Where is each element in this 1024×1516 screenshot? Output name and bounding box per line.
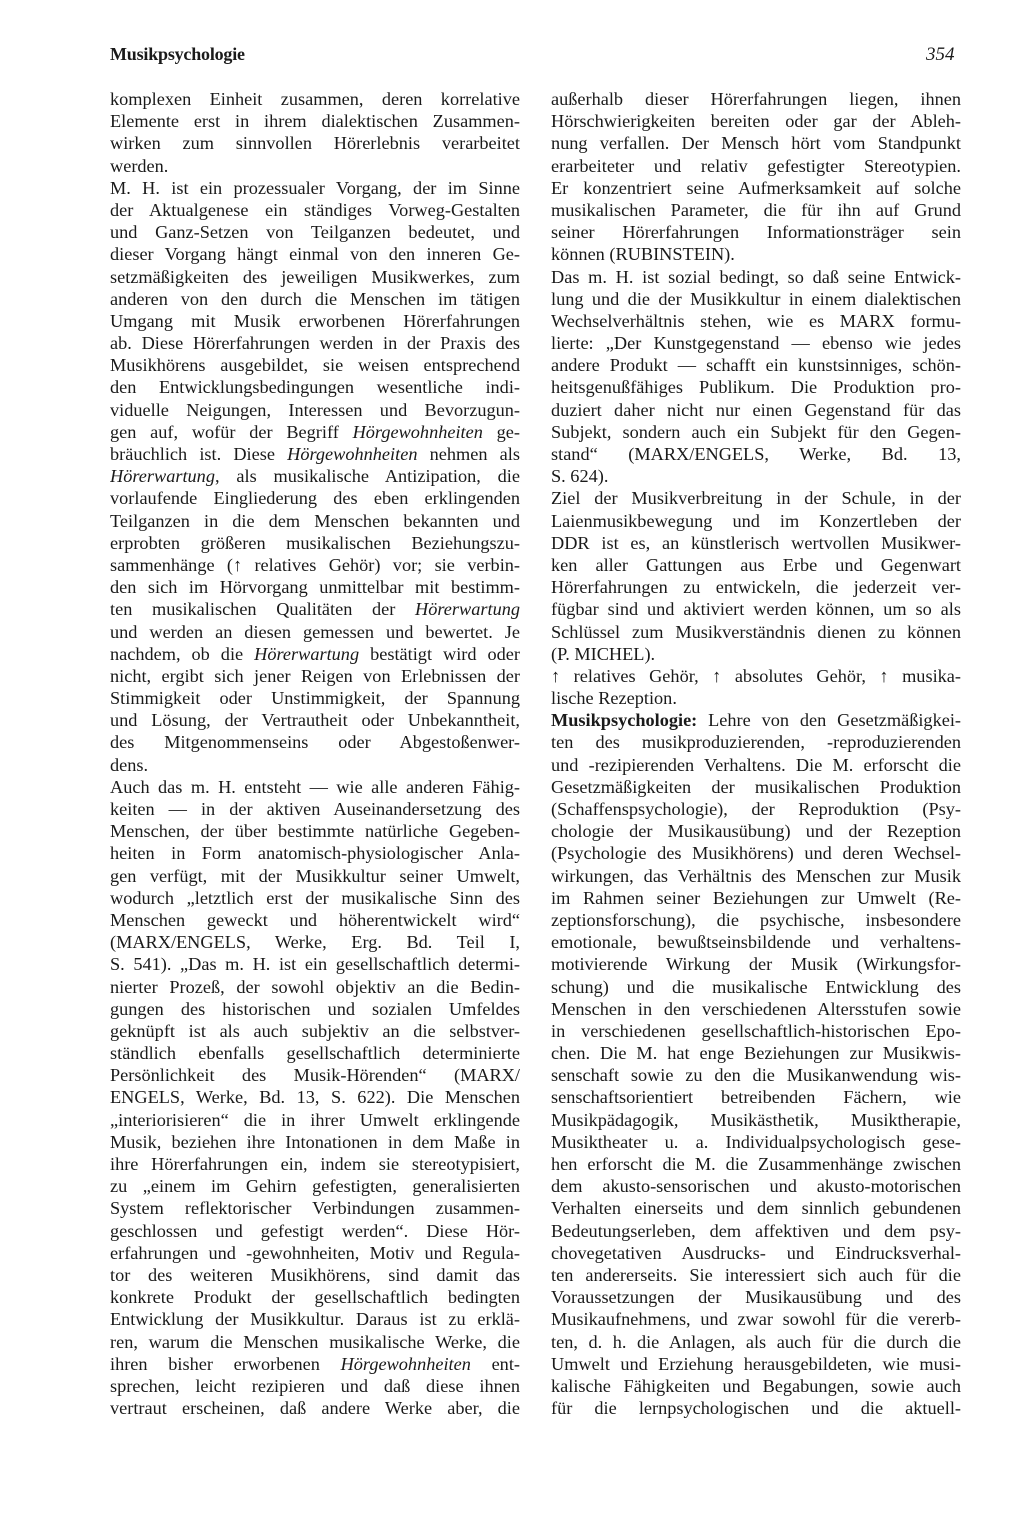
text-line: „interiorisieren“ die in ihrer Umwelt erklingende bbox=[110, 1109, 520, 1130]
text-line: heitsgenußfähiges Publikum. Die Produktion pro- bbox=[551, 377, 961, 398]
running-head-title: Musikpsychologie bbox=[110, 44, 245, 64]
text-line: seiner Hörerfahrungen Informationsträger sein bbox=[551, 222, 961, 243]
text-line: sprechen, leicht rezipieren und daß diese ihnen bbox=[110, 1375, 520, 1396]
text-line: chovegetativen Ausdrucks- und Eindrucksverhal- bbox=[551, 1242, 961, 1263]
text-line: Schlüssel zum Musikverständnis dienen zu können bbox=[551, 621, 961, 642]
text-line: und Lösung, der Vertrautheit oder Unbekanntheit, bbox=[110, 710, 520, 731]
text-line: duziert daher nicht nur einen Gegenstand für das bbox=[551, 399, 961, 420]
text-line: Subjekt, sondern auch ein Subjekt für den Gegen- bbox=[551, 421, 961, 442]
text-line: System reflektorischer Verbindungen zusammen- bbox=[110, 1198, 520, 1219]
text-line: Musik, beziehen ihre Intonationen in dem Maße in bbox=[110, 1131, 520, 1152]
text-line: zu „einem im Gehirn gefestigten, generalisierten bbox=[110, 1176, 520, 1197]
text-line: senschaft sowie zu den die Musikanwendung wis- bbox=[551, 1065, 961, 1086]
text-line: lierte: „Der Kunstgegenstand — ebenso wie jedes bbox=[551, 333, 961, 354]
text-line: lung und die der Musikkultur in einem dialektischen bbox=[551, 288, 961, 309]
text-line: schung) und die musikalische Entwicklung des bbox=[551, 976, 961, 997]
left-column bbox=[110, 88, 520, 1419]
text-line: heiten in Form anatomisch-physiologischer Anla- bbox=[110, 843, 520, 864]
text-line: Umgang mit Musik erworbenen Hörerfahrungen bbox=[110, 310, 520, 331]
text-line: Musikpsychologie: Lehre von den Gesetzmäßigkei- bbox=[551, 710, 961, 731]
text-line: Persönlichkeit des Musik-Hörenden“ (MARX/ bbox=[110, 1065, 520, 1086]
text-line: nierter Prozeß, der sowohl objektiv an die Bedin- bbox=[110, 976, 520, 997]
text-line: ten andererseits. Sie interessiert sich auch für die bbox=[551, 1264, 961, 1285]
text-line: Gesetzmäßigkeiten der musikalischen Produktion bbox=[551, 776, 961, 797]
text-line: ab. Diese Hörerfahrungen werden in der Praxis des bbox=[110, 333, 520, 354]
text-line: S. 541). „Das m. H. ist ein gesellschaftlich determi- bbox=[110, 954, 520, 975]
text-line: chologie der Musikausübung) und der Rezeption bbox=[551, 821, 961, 842]
text-line: geknüpft ist als auch subjektiv an die selbstver- bbox=[110, 1020, 520, 1041]
text-line: senschaftsorientiert betreibenden Fächern, wie bbox=[551, 1087, 961, 1108]
text-line: Menschen, der über bestimmte natürliche Gegeben- bbox=[110, 821, 520, 842]
text-line: Wechselverhältnis stehen, wie es MARX formu- bbox=[551, 310, 961, 331]
text-line: gen verfügt, mit der Musikkultur seiner Umwelt, bbox=[110, 865, 520, 886]
text-line: ten musikalischen Qualitäten der Hörerwartung bbox=[110, 599, 520, 620]
text-line: den Entwicklungsbedingungen wesentliche indi- bbox=[110, 377, 520, 398]
text-line: dens. bbox=[110, 754, 149, 775]
text-line: M. H. ist ein prozessualer Vorgang, der im Sinne bbox=[110, 177, 520, 198]
text-line: ihre Hörerfahrungen ein, indem sie stereotypisiert, bbox=[110, 1154, 520, 1174]
text-line: Auch das m. H. entsteht — wie alle anderen Fähig- bbox=[110, 776, 520, 797]
text-line: nicht, ergibt sich jener Reigen von Erlebnissen der bbox=[110, 665, 520, 686]
text-line: Umwelt und Erziehung herausgebildeten, wie musi- bbox=[551, 1353, 961, 1374]
text-line: Hörschwierigkeiten bereiten oder gar der Ableh- bbox=[551, 111, 961, 132]
text-line: gen auf, wofür der Begriff Hörgewohnheiten ge- bbox=[110, 421, 520, 442]
text-line: Menschen in den verschiedenen Altersstufen sowie bbox=[551, 998, 961, 1019]
text-line: Bedeutungserleben, dem affektiven und dem psy- bbox=[551, 1220, 961, 1241]
text-line: Laienmusikbewegung und im Konzertleben der bbox=[551, 510, 961, 531]
text-line: ENGELS, Werke, Bd. 13, S. 622). Die Menschen bbox=[110, 1087, 520, 1108]
text-line: DDR ist es, an künstlerisch wertvollen Musikwer- bbox=[551, 532, 961, 553]
text-line: ken aller Gattungen aus Erbe und Gegenwart bbox=[551, 554, 961, 575]
text-line: geschlossen und gefestigt werden“. Diese Hör- bbox=[110, 1220, 520, 1241]
text-line: keiten — in der aktiven Auseinandersetzung des bbox=[110, 799, 520, 819]
text-line: viduelle Neigungen, Interessen und Bevorzugun- bbox=[110, 399, 520, 420]
text-line: und -rezipierenden Verhaltens. Die M. erforscht die bbox=[551, 754, 961, 775]
text-line: wirken zum sinnvollen Hörerlebnis verarbeitet bbox=[110, 133, 520, 154]
text-line: ↑ relatives Gehör, ↑ absolutes Gehör, ↑ musika- bbox=[551, 665, 961, 686]
text-line: nachdem, ob die Hörerwartung bestätigt wird oder bbox=[110, 643, 520, 664]
text-line: tor des weiteren Musikhörens, sind damit das bbox=[110, 1264, 520, 1285]
text-line: emotionale, bewußtseinsbildende und verhaltens- bbox=[551, 932, 961, 953]
text-line: und werden an diesen gemessen und bewertet. Je bbox=[110, 621, 520, 642]
text-line: (Psychologie des Musikhörens) und deren Wechsel- bbox=[551, 843, 961, 864]
text-line: fügbar sind und aktiviert werden können, um so als bbox=[551, 599, 961, 620]
text-line: Hörerfahrungen zu entwickeln, die jederzeit ver- bbox=[551, 577, 961, 598]
text-line: der Aktualgenese ein ständiges Vorweg-Gestalten bbox=[110, 199, 520, 220]
text-line: (Schaffenspsychologie), der Reproduktion (Psy- bbox=[551, 799, 961, 819]
text-line: hen erforscht die M. die Zusammenhänge zwischen bbox=[551, 1154, 961, 1174]
text-line: zeptionsforschung), die psychische, insbesondere bbox=[551, 909, 961, 930]
text-line: (P. MICHEL). bbox=[551, 643, 656, 664]
text-line: nung verfallen. Der Mensch hört vom Standpunkt bbox=[551, 133, 961, 154]
text-line: Voraussetzungen der Musikausübung und des bbox=[551, 1287, 961, 1308]
text-line: sammenhänge (↑ relatives Gehör) vor; sie verbin- bbox=[110, 554, 520, 575]
right-column bbox=[551, 88, 961, 1419]
text-line: ren, warum die Menschen musikalische Werke, die bbox=[110, 1331, 520, 1352]
text-line: erarbeiteter und relativ gefestigter Stereotypien. bbox=[551, 155, 961, 176]
text-line: den sich im Hörvorgang unmittelbar mit bestimm- bbox=[110, 577, 520, 598]
text-line: ten, d. h. die Anlagen, als auch für die durch die bbox=[551, 1331, 961, 1352]
text-line: motivierende Wirkung der Musik (Wirkungsfor- bbox=[551, 954, 961, 975]
text-line: vorlaufende Eingliederung des eben erklingenden bbox=[110, 488, 520, 509]
text-line: Menschen geweckt und höherentwickelt wird“ bbox=[110, 909, 520, 930]
text-line: musikalischen Parameter, die für ihn auf Grund bbox=[551, 199, 961, 220]
text-line: Musikaufnehmens, und zwar sowohl für die vererb- bbox=[551, 1309, 961, 1330]
text-line: chen. Die M. hat enge Beziehungen zur Musikwis- bbox=[551, 1043, 961, 1064]
text-line: Stimmigkeit oder Unstimmigkeit, der Spannung bbox=[110, 688, 520, 709]
text-line: Musikhörens ausgebildet, sie weisen entsprechend bbox=[110, 355, 520, 376]
text-line: Teilganzen in die dem Menschen bekannten und bbox=[110, 510, 520, 531]
text-line: bräuchlich ist. Diese Hörgewohnheiten nehmen als bbox=[110, 444, 520, 464]
text-line: für die lernpsychologischen und die aktuell- bbox=[551, 1398, 961, 1419]
text-line: in verschiedenen gesellschaftlich-historischen Epo- bbox=[551, 1020, 961, 1041]
text-line: Hörerwartung, als musikalische Antizipation, die bbox=[110, 466, 520, 487]
text-line: S. 624). bbox=[551, 466, 609, 487]
text-line: (MARX/ENGELS, Werke, Erg. Bd. Teil I, bbox=[110, 932, 520, 953]
text-line: können (RUBINSTEIN). bbox=[551, 244, 735, 265]
text-line: werden. bbox=[110, 155, 169, 176]
text-line: des Mitgenommenseins oder Abgestoßenwer- bbox=[110, 732, 520, 753]
text-line: komplexen Einheit zusammen, deren korrelative bbox=[110, 89, 520, 109]
text-line: ten des musikproduzierenden, -reproduzierenden bbox=[551, 732, 961, 753]
text-line: ihren bisher erworbenen Hörgewohnheiten ent- bbox=[110, 1353, 520, 1374]
text-line: im Rahmen seiner Beziehungen zur Umwelt (Re- bbox=[551, 887, 961, 908]
text-line: wirkungen, das Verhältnis des Menschen zur Musik bbox=[551, 865, 961, 886]
text-line: Er konzentriert seine Aufmerksamkeit auf solche bbox=[551, 177, 961, 198]
page-number: 354 bbox=[926, 44, 955, 65]
text-line: konkrete Produkt der gesellschaftlich bedingten bbox=[110, 1287, 520, 1308]
text-line: Musiktheater u. a. Individualpsychologisch gese- bbox=[551, 1131, 961, 1152]
text-line: wodurch „letztlich erst der musikalische Sinn des bbox=[110, 887, 520, 908]
text-line: dem akusto-sensorischen und akusto-motorischen bbox=[551, 1176, 961, 1197]
text-line: Verhalten einerseits und dem sinnlich gebundenen bbox=[551, 1198, 961, 1219]
text-line: dieser Vorgang hängt einmal von den inneren Ge- bbox=[110, 244, 520, 265]
text-line: außerhalb dieser Hörerfahrungen liegen, ihnen bbox=[551, 89, 961, 109]
text-line: Entwicklung der Musikkultur. Daraus ist zu erklä- bbox=[110, 1309, 520, 1330]
text-line: Elemente erst in ihrem dialektischen Zusammen- bbox=[110, 111, 520, 132]
text-line: stand“ (MARX/ENGELS, Werke, Bd. 13, bbox=[551, 444, 961, 464]
text-line: lische Rezeption. bbox=[551, 688, 677, 709]
text-line: setzmäßigkeiten des jeweiligen Musikwerkes, zum bbox=[110, 266, 520, 287]
text-line: Ziel der Musikverbreitung in der Schule, in der bbox=[551, 488, 961, 509]
text-line: Das m. H. ist sozial bedingt, so daß seine Entwick- bbox=[551, 266, 961, 287]
text-line: und Ganz-Setzen von Teilganzen bedeutet, und bbox=[110, 222, 520, 243]
text-line: erfahrungen und -gewohnheiten, Motiv und Regula- bbox=[110, 1242, 520, 1263]
text-line: gungen des historischen und sozialen Umfeldes bbox=[110, 998, 520, 1019]
text-line: andere Produkt — schafft ein kunstsinniges, schön- bbox=[551, 355, 961, 376]
text-line: erprobten größeren musikalischen Beziehungszu- bbox=[110, 532, 520, 553]
text-line: Musikpädagogik, Musikästhetik, Musiktherapie, bbox=[551, 1109, 961, 1130]
text-line: ständlich ebenfalls gesellschaftlich determinierte bbox=[110, 1043, 520, 1064]
text-line: vertraut erscheinen, daß andere Werke aber, die bbox=[110, 1398, 520, 1419]
text-line: anderen von den durch die Menschen im tätigen bbox=[110, 288, 520, 309]
text-line: kalische Fähigkeiten und Begabungen, sowie auch bbox=[551, 1375, 961, 1396]
